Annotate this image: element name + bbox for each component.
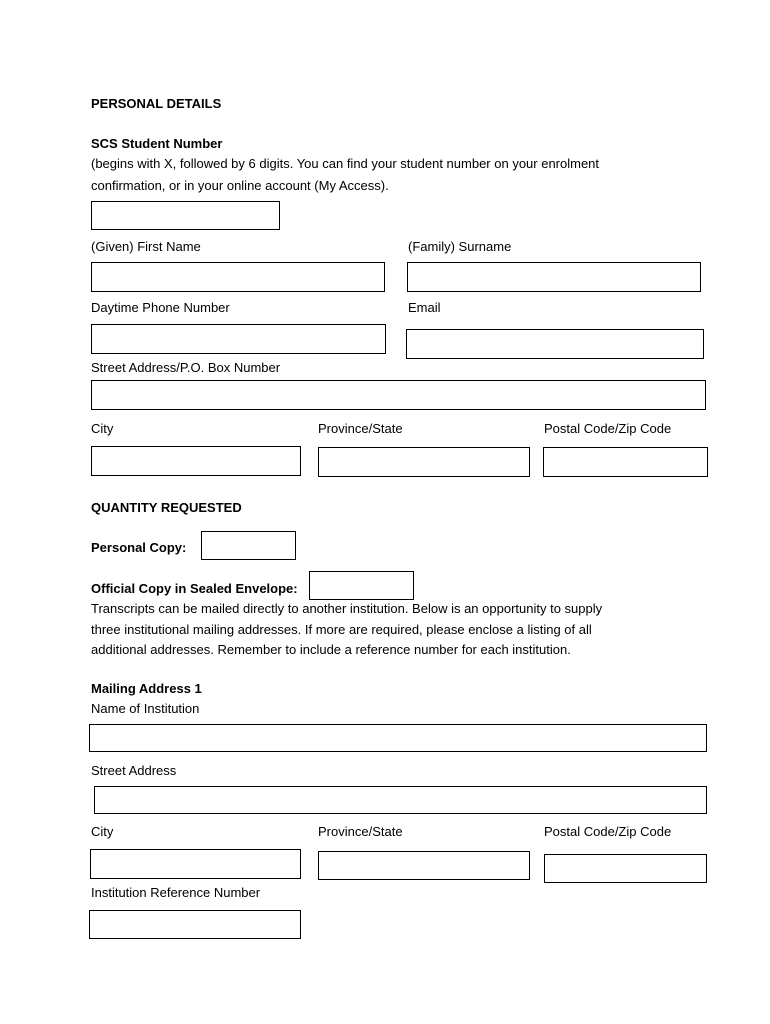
institution-name-label: Name of Institution [91,701,200,716]
institution-postal-code-field[interactable] [544,854,707,883]
postal-code-label: Postal Code/Zip Code [544,421,672,436]
transcript-info-line-3: additional addresses. Remember to include a reference number for each institution. [91,642,571,657]
institution-street-label: Street Address [91,763,177,778]
transcript-info-line-1: Transcripts can be mailed directly to another institution. Below is an opportunity to supply [91,601,603,616]
student-number-label: SCS Student Number [91,136,223,151]
email-label: Email [408,300,441,315]
phone-field[interactable] [91,324,386,354]
mailing-address-1-heading: Mailing Address 1 [91,681,202,696]
surname-field[interactable] [407,262,701,292]
transcript-info-line-2: three institutional mailing addresses. If more are required, please enclose a listing of all [91,622,592,637]
student-number-help-line-2: confirmation, or in your online account (My Access). [91,178,389,193]
province-label: Province/State [318,421,403,436]
phone-label: Daytime Phone Number [91,300,230,315]
institution-reference-field[interactable] [89,910,301,939]
personal-details-heading: PERSONAL DETAILS [91,96,222,111]
first-name-label: (Given) First Name [91,239,201,254]
personal-copy-field[interactable] [201,531,296,560]
institution-reference-label: Institution Reference Number [91,885,261,900]
official-copy-label: Official Copy in Sealed Envelope: [91,581,298,596]
institution-city-label: City [91,824,114,839]
street-address-field[interactable] [91,380,706,410]
institution-postal-code-label: Postal Code/Zip Code [544,824,672,839]
first-name-field[interactable] [91,262,385,292]
email-field[interactable] [406,329,704,359]
street-address-label: Street Address/P.O. Box Number [91,360,281,375]
city-field[interactable] [91,446,301,476]
student-number-field[interactable] [91,201,280,230]
personal-copy-label: Personal Copy: [91,540,187,555]
city-label: City [91,421,114,436]
province-field[interactable] [318,447,530,477]
institution-province-field[interactable] [318,851,530,880]
institution-city-field[interactable] [90,849,301,879]
official-copy-field[interactable] [309,571,414,600]
institution-name-field[interactable] [89,724,707,752]
quantity-heading: QUANTITY REQUESTED [91,500,242,515]
postal-code-field[interactable] [543,447,708,477]
institution-province-label: Province/State [318,824,403,839]
institution-street-field[interactable] [94,786,707,814]
student-number-help-line-1: (begins with X, followed by 6 digits. You can find your student number on your enrolment [91,156,600,171]
surname-label: (Family) Surname [408,239,512,254]
